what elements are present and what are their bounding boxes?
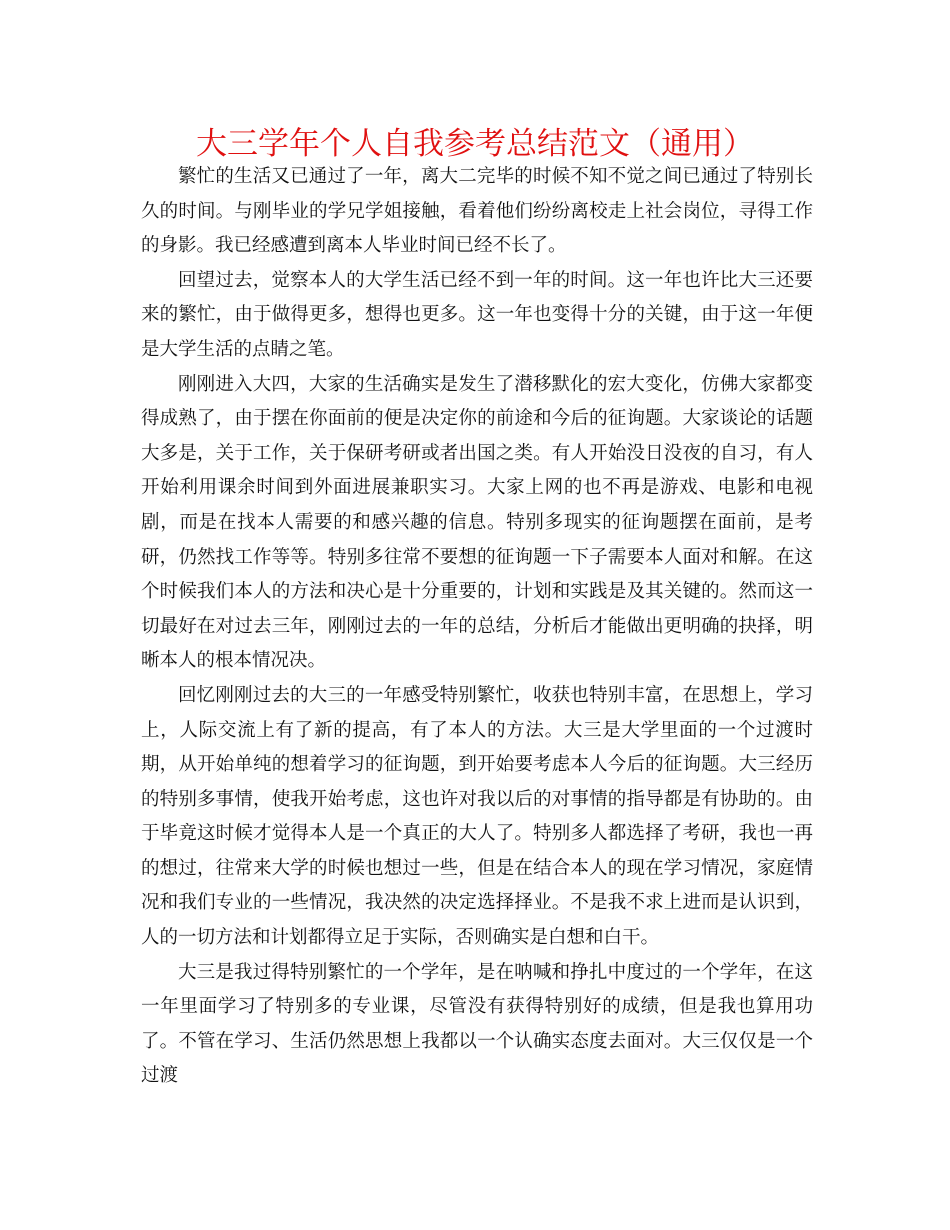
- paragraph-2: 回望过去，觉察本人的大学生活已经不到一年的时间。这一年也许比大三还要来的繁忙，由于做得更多，想得也更多。这一年也变得十分的关键，由于这一年便是大学生活的点睛之笔。: [141, 269, 813, 360]
- paragraph-4: 回忆刚刚过去的大三的一年感受特别繁忙，收获也特别丰富，在思想上，学习上，人际交流上有了新的提高，有了本人的方法。大三是大学里面的一个过渡时期，从开始单纯的想着学习的征询题，到开始要考虑本人今后的征询题。大三经历的特别多事情，使我开始考虑，这也许对我以后的对事情的指导都是有协助的。由于毕竟这时候才觉得本人是一个真正的大人了。特别多人都选择了考研，我也一再的想过，往常来大学的时候也想过一些，但是在结合本人的现在学习情况，家庭情况和我们专业的一些情况，我决然的决定选择择业。不是我不求上进而是认识到，人的一切方法和计划都得立足于实际，否则确实是白想和白干。: [141, 684, 813, 949]
- paragraph-3: 刚刚进入大四，大家的生活确实是发生了潜移默化的宏大变化，仿佛大家都变得成熟了，由于摆在你面前的便是决定你的前途和今后的征询题。大家谈论的话题大多是，关于工作，关于保研考研或者出国之类。有人开始没日没夜的自习，有人开始利用课余时间到外面进展兼职实习。大家上网的也不再是游戏、电影和电视剧，而是在找本人需要的和感兴趣的信息。特别多现实的征询题摆在面前，是考研，仍然找工作等等。特别多往常不要想的征询题一下子需要本人面对和解。在这个时候我们本人的方法和决心是十分重要的，计划和实践是及其关键的。然而这一切最好在对过去三年，刚刚过去的一年的总结，分析后才能做出更明确的抉择，明晰本人的根本情况决。: [141, 373, 813, 672]
- paragraph-5: 大三是我过得特别繁忙的一个学年，是在呐喊和挣扎中度过的一个学年，在这一年里面学习了特别多的专业课，尽管没有获得特别好的成绩，但是我也算用功了。不管在学习、生活仍然思想上我都以一个认确实态度去面对。大三仅仅是一个过渡: [141, 961, 813, 1087]
- paragraph-1: 繁忙的生活又已通过了一年，离大二完毕的时候不知不觉之间已通过了特别长久的时间。与刚毕业的学兄学姐接触，看着他们纷纷离校走上社会岗位，寻得工作的身影。我已经感遭到离本人毕业时间已经不长了。: [141, 166, 813, 257]
- document-body: [141, 160, 813, 1094]
- document-title: 大三学年个人自我参考总结范文（通用）: [196, 126, 754, 162]
